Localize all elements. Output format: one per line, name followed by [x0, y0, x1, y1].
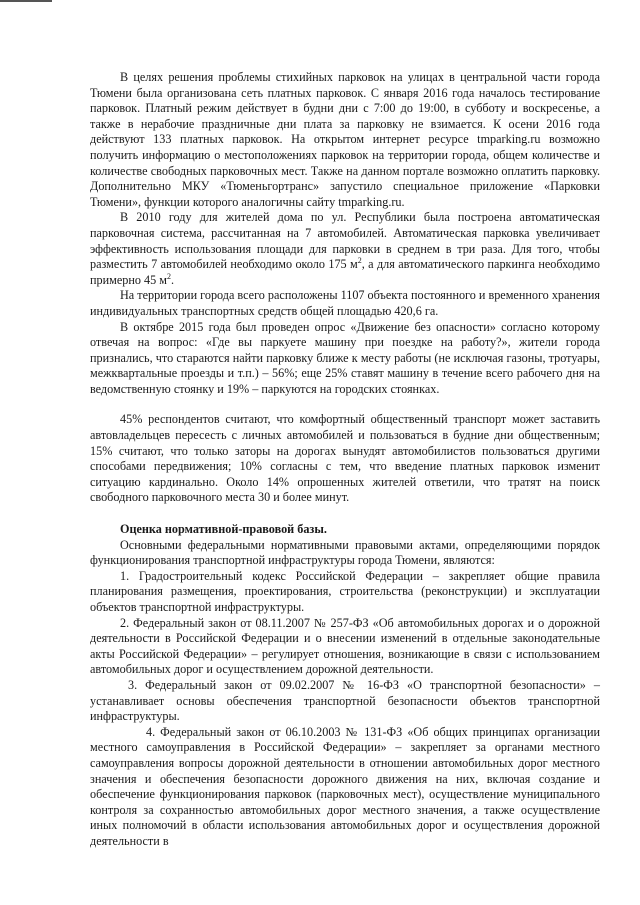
page-edge-mark [0, 0, 52, 2]
paragraph-paid-parking: В целях решения проблемы стихийных парковок на улицах в центральной части города Тюмени была организована сеть платных парковок. С января 2016 года началось тестирование парковок. Платный режим действует в будни дни с 7:00 до 19:00, в субботу и воскресенье, а также в нерабочие праздничные дни плата за парковку не взимается. К осени 2016 года действуют 133 платных парковок. На открытом интернет ресурсе tmparking.ru возможно получить информацию о местоположениях парковок на территории города, общем количестве и количестве свободных парковочных мест. Также на данном портале возможно оплатить парковку. Дополнительно МКУ «Тюменьгортранс» запустило специальное приложение «Парковки Тюмени», функции которого аналогичны сайту tmparking.ru. [90, 70, 600, 209]
paragraph-automatic-parking-text-3: . [170, 272, 175, 287]
list-item-2: 2. Федеральный закон от 08.11.2007 № 257-ФЗ «Об автомобильных дорогах и о дорожной деятельности в Российской Федерации и о внесении изменений в отдельные законодательные акты Российской Федерации» – регулирует отношения, возникающие в связи с использованием автомобильных дорог и осуществлением дорожной деятельности. [90, 615, 600, 677]
paragraph-automatic-parking-text-2: , а для автоматического паркинга необходимо примерно 45 м [90, 257, 600, 287]
list-item-3: 3. Федеральный закон от 09.02.2007 № 16-ФЗ «О транспортной безопасности» – устанавливает основы обеспечения транспортной безопасности объектов транспортной инфраструктуры. [90, 677, 600, 724]
list-item-4: 4. Федеральный закон от 06.10.2003 № 131-ФЗ «Об общих принципах организации местного самоуправления в Российской Федерации» – закрепляет за органами местного самоуправления вопросы дорожной деятельности в отношении автомобильных дорог местного значения и обеспечения безопасности дорожного движения на них, включая создание и обеспечение функционирования парковок (парковочных мест), осуществление муниципального контроля за сохранностью автомобильных дорог местного значения, а также осуществление иных полномочий в области использования автомобильных дорог и осуществления дорожной деятельности в [90, 724, 600, 848]
paragraph-respondents: 45% респондентов считают, что комфортный общественный транспорт может заставить автовладельцев пересесть с личных автомобилей и пользоваться в будние дни общественным; 15% считают, что только заторы на дорогах вынудят автомобилистов пользоваться другими способами передвижения; 10% согласны с тем, что введение платных парковок изменит ситуацию кардинально. Около 14% опрошенных жителей ответили, что тратят на поиск свободного парковочного места 30 и более минут. [90, 412, 600, 505]
paragraph-storage-objects: На территории города всего расположены 1107 объекта постоянного и временного хранения индивидуальных транспортных средств общей площадью 420,6 га. [90, 288, 600, 318]
paragraph-survey: В октябре 2015 года был проведен опрос «Движение без опасности» согласно которому отвечая на вопрос: «Где вы паркуете машину при поездке на работу?», жители города признались, что стараются найти парковку ближе к месту работы (не исключая газоны, тротуары, межквартальные проезды и т.п.) – 56%; еще 25% ставят машину в течение всего рабочего дня на ведомственную стоянку и 19% – паркуются на городских стоянках. [90, 319, 600, 396]
section-heading: Оценка нормативной-правовой базы. [120, 522, 327, 537]
list-item-1: 1. Градостроительный кодекс Российской Федерации – закрепляет общие правила планирования размещения, проектирования, строительства (реконструкции) и эксплуатации объектов транспортной инфраструктуры. [90, 568, 600, 614]
superscript-square-1: 2 [357, 256, 362, 266]
superscript-square-2: 2 [166, 271, 171, 281]
paragraph-automatic-parking-text-1: В 2010 году для жителей дома по ул. Республики была построена автоматическая парковочная система, рассчитанная на 7 автомобилей. Автоматическая парковка увеличивает эффективность использования площади для парковки в среднем в три раза. Для того, чтобы разместить 7 автомобилей необходимо около 175 м [90, 210, 600, 272]
paragraph-intro: Основными федеральными нормативными правовыми актами, определяющими порядок функционирования транспортной инфраструктуры города Тюмени, являются: [90, 537, 600, 568]
document-page [90, 70, 600, 850]
paragraph-automatic-parking [90, 210, 600, 288]
